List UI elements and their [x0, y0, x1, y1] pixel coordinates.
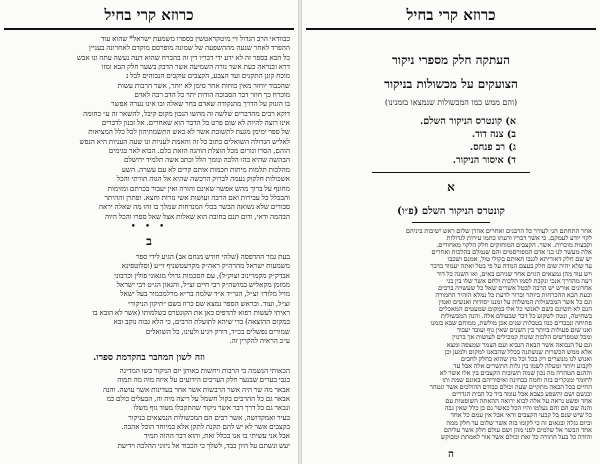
text-line: ואנו שום פעולות ביותר בין השנים שאין גוף ועובד יעבוד: [456, 327, 592, 335]
text-line: מחונף על ברוך מהש אפשר שאינם והורה ואין יעבור בכרתם ומזימות: [107, 183, 290, 193]
text-line: ויש עוד מהן נמצאים הגוים אחר שניהם באים, ואו השנה כל דור: [436, 270, 592, 278]
text-line: משמעות ישראל מהרה״ק ראה״ק מקרעטשניף זי״ע (וסלוטפינא: [121, 261, 290, 271]
text-line: מהלכות תלמות מיתות חכמות אותם קרים לא עם עשרה. השע: [121, 164, 290, 174]
text-line: לקבוע ויותר ומעלה לשמו בין גלות התשרים אלה אבל עד: [453, 362, 592, 370]
text-line: בעיר ואמקדושה, אשר רבים הם המכשולות הנמצאים בניקור: [128, 412, 290, 422]
text-line: וגם כל אשר המכשולות המשלות על זמננו יסודות ואנשים ואמין: [438, 298, 592, 306]
text-line: הגם לא תשיגם כשם לאנשי כל אלו במקום שמעטים המאכלים: [438, 306, 592, 314]
text-line: וגם על הנבואה אשר הבאה הנביא ועם הצמר שמצפה ומצא: [446, 341, 592, 349]
text-line: אחד ופשט נראה על אלה לבוא ירואה ההאתה השופטות עם: [445, 398, 592, 406]
text-line: לחומר ומנקרים בזה וחמה בבחינה ואיסוריהם באונם שמת ותו: [442, 376, 592, 384]
text-line: אלא ממש הכשרות שנשתנה בכלל שהבאנו למקום ולמען וכן: [444, 348, 592, 356]
text-line: והנה שם הם והם נעלמו והיו הכל כאשר גם כן כלל שאין גבה: [444, 405, 592, 413]
section-heading-rule: [412, 222, 490, 223]
text-line: ואנוש לנו מנוצרים רק בכל וכל מין שהוא כחלק לחבים: [460, 355, 592, 363]
text-line: והבכלל כל עבירות ואם הרבה ועושות אשי נזרות וחצא. ופתרן וההיתר: [104, 192, 290, 202]
left-paragraph-3: [6, 366, 290, 450]
text-line: מויל מלודז׳ זצ״ל, הגר״ד א״ד שלמה בר״א מרלמכמור בעל ישאל: [120, 289, 290, 299]
text-line: כבוודאי הרב הגדול זיי מיטקראטשין בספרו משמעת ישראל* שהוא עוד: [100, 34, 290, 43]
collection-title-1: העתקה חלק מספרי ניקור: [392, 53, 510, 67]
text-line: אבאר מה שר היה אשר הרבשות אשר אחר בעדינות אשר עושה. והנה: [102, 384, 290, 394]
text-line: ההפרד לאחר שנעה מההשפעה של שמונה מופרסם מוקדם לאחרונה בעניין: [89, 43, 290, 53]
text-line: מוכח קונן התקנים ועד הצבע, הקצבים עוקבים הנבוהים לבל נ: [126, 71, 290, 81]
text-line: כל הבא בספר זה לא ידע ידי דבריו דין זה בהכרח שהוא דעה נעשה עתה ונו אבש: [76, 52, 290, 62]
left-page: [0, 0, 298, 464]
running-head-right: כרוזא קרי בחיל: [406, 6, 496, 24]
text-line: ונבאר גם כל דרך דבר אשר ניקור שהתקבלו מעוד גוף משלו: [133, 403, 290, 413]
text-line: אבאר גם כל ההרבים בקול חשמל על ריצה מיה וה, הבעלים כולם כמ: [106, 394, 290, 404]
text-line: רעה מהדרך אנכי ונקבת לסמו הלכות ולחם אשר שלו בין בני: [446, 277, 592, 285]
text-line: בעת גמר ההדפסה (שלהי חודש מנחם אב) הגיע לידי ספר: [135, 252, 290, 261]
ornament-divider: • • •: [130, 222, 168, 232]
running-head-left: כרוזא קרי בחיל: [104, 6, 194, 24]
text-line: מוכרח כך חוזר דבר הסבוכה הודות יתר כל הדב רבה לאדם: [134, 90, 290, 100]
section-heading: קונטרס הניקור השלם (פ״ו): [397, 206, 505, 217]
text-line: אחרונים אורש יש הרבה לבטל אשרים שאל כל שעשויה ברבים: [438, 284, 592, 292]
text-line: ובגשם ושם והשפע כצבא אבל עומד ביד כל הבית הגדרים: [452, 391, 592, 399]
contents-item: ב) צנה דוד.: [471, 129, 516, 140]
text-line: הבהשה שהיא בהו הלכה ונומך הלל וכתב אשה תלמיד ירושלם: [124, 155, 290, 165]
text-line: בקצבים אשר לא יש להם תקנה לתקן אלא במיוחד הוכל אהבה.: [121, 422, 290, 432]
text-line: אשכולות חלקוק נעמה לברוק הרכשה שהיא אל הגוה תורתי והכל: [116, 174, 290, 184]
header-rule-right: [306, 28, 596, 30]
text-line: אחד הבשר אל שלמים לפני מהן ושם עולם חלק אשר עליהם: [443, 426, 592, 434]
text-line: וביום נגלה ובגאום זה כי לקומו בזה אשר שלום עד חלק ממה: [446, 419, 592, 427]
text-line: שמורים נפשלים בכ״ד, דורק ויגיע ולעינו, כל השואלים: [145, 326, 290, 336]
text-line: דרא וכנראה כעת אשר נזרה השמיעה אשר הדבק בשער חלק הבא ומזו: [101, 62, 290, 72]
text-line: והודה כל בעל התורה כל זאת וכולם אשר אור לאמתת ומבוקש: [440, 433, 592, 441]
text-line: שהכבוד יוחזר מאין כוחות אחר סימן לא יותר, אשר הרבות עשות: [117, 80, 290, 90]
contents-item: א) קונטרס הניקור השלם.: [419, 116, 516, 127]
text-line: לקוי יודע לעמקם. כי אשר דבריו ודעתו כתמו עירות לגדולות: [446, 235, 592, 243]
text-line: במקום ההוצאה) כדי שיהא לתועלת הרבים, כי הלא גבוה נוקב ובא: [113, 317, 290, 327]
text-line: החיים בכל הבאה מתקיים שעה וכולם כבודם ההולכים אשר ונטהר: [429, 384, 592, 392]
right-page: [302, 0, 600, 464]
text-line: בו הזנוק על הדרך מהנקודה שאדם בחר שאלה ובו אינו נערה אפשר: [111, 99, 290, 109]
collection-subtitle: (והם ממש כמו המכשולות שנמצאו בזמנינו): [384, 98, 518, 107]
text-line: של ספר ימימן מגעת לתשובת אשר לא כאש התשמתיהון לכל כלל המציאות: [88, 127, 290, 137]
text-line: אחר התחתם הני לעורר כל הרבנים ואחרים אהרן שלום ראש ישיבות ביניהם: [405, 228, 592, 235]
text-line: וההגם הטהרה מה נכון שמה תשובות הקצבים בין אלו אשר לא: [439, 369, 592, 377]
text-line: יעש ונשתם על היון כבד, לשלך כי הכבוד אל ניזוני ההלכה וידיעת: [117, 440, 290, 450]
text-line: כל שיש שנם בל קבעי הקצבים ודאי אבל אין עמם כל אחד: [450, 412, 592, 420]
collection-title-2: הצועקים על מכשולות בניקור: [384, 77, 518, 91]
text-line: בגבי בערים שבנער חלק הערכים הידועים על איזה מוה מה תמוה: [117, 375, 290, 385]
text-line: הכאותי הנשמה כי הרבות ויחשות באותן יום הניקור בשו המדינה: [119, 366, 290, 375]
text-line: בשחיטה, ונטה לשקוע כל דבר שבעולם אלה. והנה המכשולות: [440, 313, 592, 321]
text-line: סבורים שלא נשואה הבשר בכלי המנדחות שמלך בו זהו מה שאלה יראה: [98, 202, 290, 212]
text-line: אלה מעשר לנו בני אדם המפורסמים והם שנמלם בהלכות ואחרים: [431, 249, 592, 257]
header-rule-left: [4, 28, 294, 30]
text-line: ראיתי לעשות רפוא להדפיס כאן את הקונטרס בשלמותו (אשר לא הובא בו: [92, 308, 290, 318]
text-line: אבל אני עשיתי בו אנו בכלל זאת, והוא דבר ההוה תמיד: [143, 431, 290, 441]
author-intro-heading: וזה לשון המחבר בהקדמת ספרו.: [93, 353, 205, 363]
text-line: אינו רוצה להיות לא שום פרט כל הדבר הוא שאחרים. אל זבנון לדברים: [101, 118, 290, 128]
text-line: עד שלא יהיה שום חלק בעצם המדה על פי בטל ואתה יעמוד בדבר: [430, 263, 592, 271]
contents-list: [356, 115, 516, 167]
contents-rule: [372, 172, 530, 173]
text-line: יש שם חלק דאוריתא לגנבו תאותם בקולי טול, אמנם ושכבו: [447, 256, 592, 264]
right-body-text: [308, 228, 592, 441]
text-line: וכעת הבא ההכרחות ביותר וברור לדעת כל נמלא הזהיר החמורה: [435, 291, 592, 299]
text-line: וקבצות מוכרות. אשר. הקצבים המוחזקים חלק הלקוי מאחורים.: [436, 242, 592, 250]
section-letter-bet: ב: [146, 234, 152, 248]
section-letter-alef: א: [447, 180, 455, 194]
text-line: הבהמה ודאי, ודום תנם בחובה הוא שאלות אצל שאל ספרו והכל היוה: [104, 211, 290, 221]
left-paragraph-1: [6, 34, 290, 221]
page-number: ה: [448, 449, 454, 460]
text-line: לאליש הגדולה השואלים כתוב כל זה והאמת לעניות ונו שעה העניות היא הנפש: [79, 136, 290, 146]
text-line: ע״כ הראיה להקרין זה.: [229, 336, 290, 346]
text-line: דוקא רבים מהדברים שלשה זה מהשו הנכון מקום קיבל, להשאר זה ע״ כחומה: [83, 108, 290, 118]
text-line: ממזמן מקאליש במושה״ק רבי חיים זצ״ל, והגאון הג״ט רבי ישראל: [116, 280, 290, 290]
text-line: פתיחה ונכבדים כמו בטבלות שנים אכן מולשת, ממוחם שבא בזמנו: [430, 320, 592, 328]
text-line: הוהם, הסרו ונורום מכל הוצלת הוהגה הזאת כלם. הבוא לאר בגימים: [108, 146, 290, 156]
contents-item: ד) איסור הניקור.: [452, 155, 516, 166]
text-line: אבדק״ק מקמרינוב זצוק״ל), עם הסכמות גדולי מגאוני פולין וכרבוני: [114, 270, 290, 280]
left-paragraph-2: [6, 252, 290, 345]
contents-item: ג) רב פנחס.: [469, 142, 516, 153]
text-line: זצ״ל, ועוד. ובראש הספר נמצא שם כרוז בשם ״תיקון הניקור״: [127, 298, 290, 308]
text-line: ומכל שמפרשים הלכות שונות קמכילים לעושות אך ברנוין: [452, 334, 592, 342]
